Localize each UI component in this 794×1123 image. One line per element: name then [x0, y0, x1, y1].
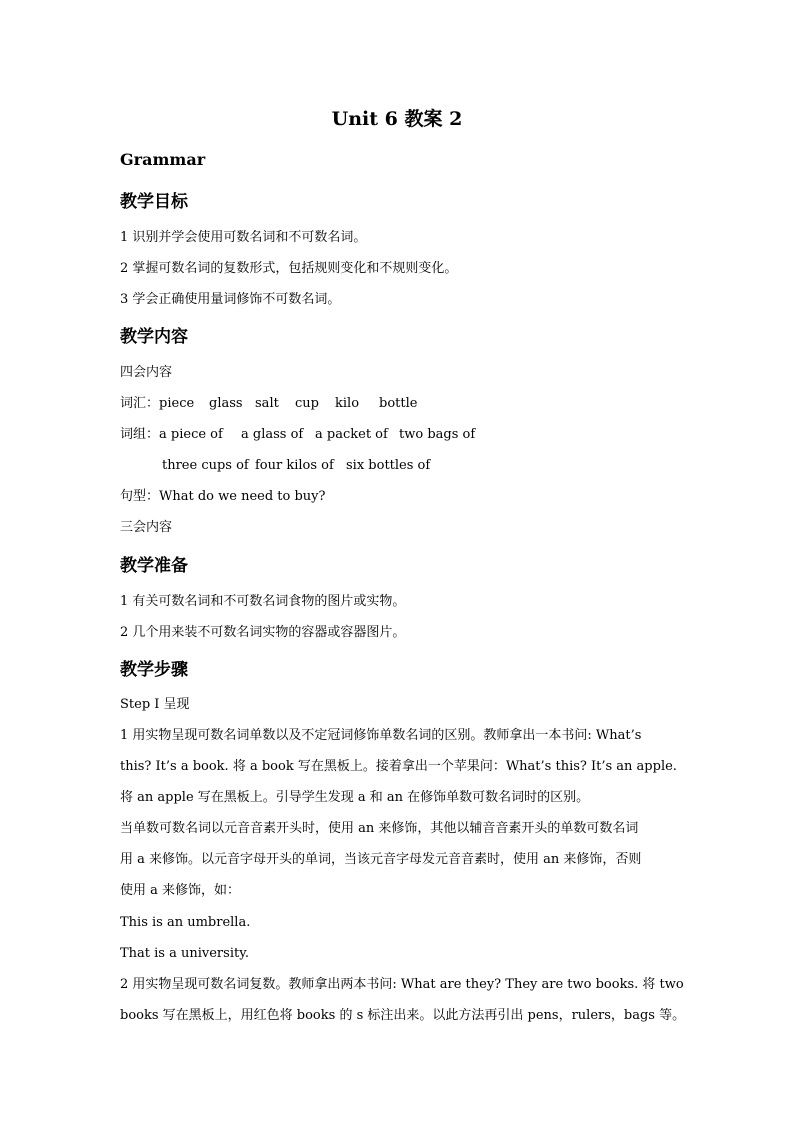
objective-1: 1 识别并学会使用可数名词和不可数名词。: [120, 230, 367, 245]
paragraph-line: this? It’s a book. 将 a book 写在黑板上。接着拿出一个苹果问：What’s this? It’s an apple.: [120, 759, 677, 774]
vocab-label: 词汇：: [120, 396, 160, 411]
vocab-word: glass: [209, 396, 243, 411]
paragraph-line: 1 用实物呈现可数名词单数以及不定冠词修饰单数名词的区别。教师拿出一本书问: What’s: [120, 728, 642, 743]
paragraph-line: 使用 a 来修饰，如：: [120, 883, 241, 898]
heading-objectives: 教学目标: [120, 192, 188, 212]
three-skills-label: 三会内容: [120, 520, 173, 535]
phrase: a packet of: [315, 427, 388, 442]
paragraph-line: 2 用实物呈现可数名词复数。教师拿出两本书问: What are they? They are two books. 将 two: [120, 977, 684, 992]
example-1: This is an umbrella.: [120, 915, 251, 930]
sentence-pattern: What do we need to buy?: [159, 489, 326, 504]
paragraph-line: 将 an apple 写在黑板上。引导学生发现 a 和 an 在修饰单数可数名词时的区别。: [120, 790, 590, 805]
step-1-paragraph-1: [120, 720, 676, 813]
heading-steps: 教学步骤: [120, 660, 188, 680]
vocab-row: [120, 396, 417, 412]
objective-3: 3 学会正确使用量词修饰不可数名词。: [120, 292, 341, 307]
step-1-paragraph-2: [120, 813, 676, 906]
example-2: That is a university.: [120, 946, 249, 961]
sentence-row: [120, 489, 326, 505]
phrase-row-1: [120, 427, 475, 443]
phrase: three cups of: [162, 458, 249, 473]
section-grammar: Grammar: [120, 150, 206, 169]
phrase: a piece of: [159, 427, 223, 442]
vocab-word: piece: [159, 396, 195, 411]
vocab-word: bottle: [379, 396, 418, 411]
vocab-word: kilo: [335, 396, 360, 411]
phrase: a glass of: [241, 427, 304, 442]
heading-content: 教学内容: [120, 327, 188, 347]
paragraph-line: 当单数可数名词以元音音素开头时，使用 an 来修饰，其他以辅音音素开头的单数可数名词: [120, 821, 639, 836]
document-title: Unit 6 教案 2: [331, 108, 463, 130]
vocab-word: salt: [255, 396, 279, 411]
step-1-title: Step I 呈现: [120, 697, 190, 712]
sentence-label: 句型：: [120, 489, 160, 504]
preparation-2: 2 几个用来装不可数名词实物的容器或容器图片。: [120, 625, 406, 640]
objective-2: 2 掌握可数名词的复数形式，包括规则变化和不规则变化。: [120, 261, 458, 276]
phrase: four kilos of: [255, 458, 334, 473]
paragraph-line: 用 a 来修饰。以元音字母开头的单词，当该元音字母发元音音素时，使用 an 来修饰，否则: [120, 852, 642, 867]
preparation-1: 1 有关可数名词和不可数名词食物的图片或实物。: [120, 594, 406, 609]
phrase-row-2: [162, 458, 430, 474]
phrase: two bags of: [399, 427, 476, 442]
paragraph-line: books 写在黑板上，用红色将 books 的 s 标注出来。以此方法再引出 pens，rulers，bags 等。: [120, 1008, 686, 1023]
phrase-label: 词组：: [120, 427, 160, 442]
heading-preparation: 教学准备: [120, 556, 188, 576]
vocab-word: cup: [295, 396, 319, 411]
step-1-paragraph-3: [120, 969, 686, 1031]
phrase: six bottles of: [346, 458, 431, 473]
four-skills-label: 四会内容: [120, 365, 173, 380]
